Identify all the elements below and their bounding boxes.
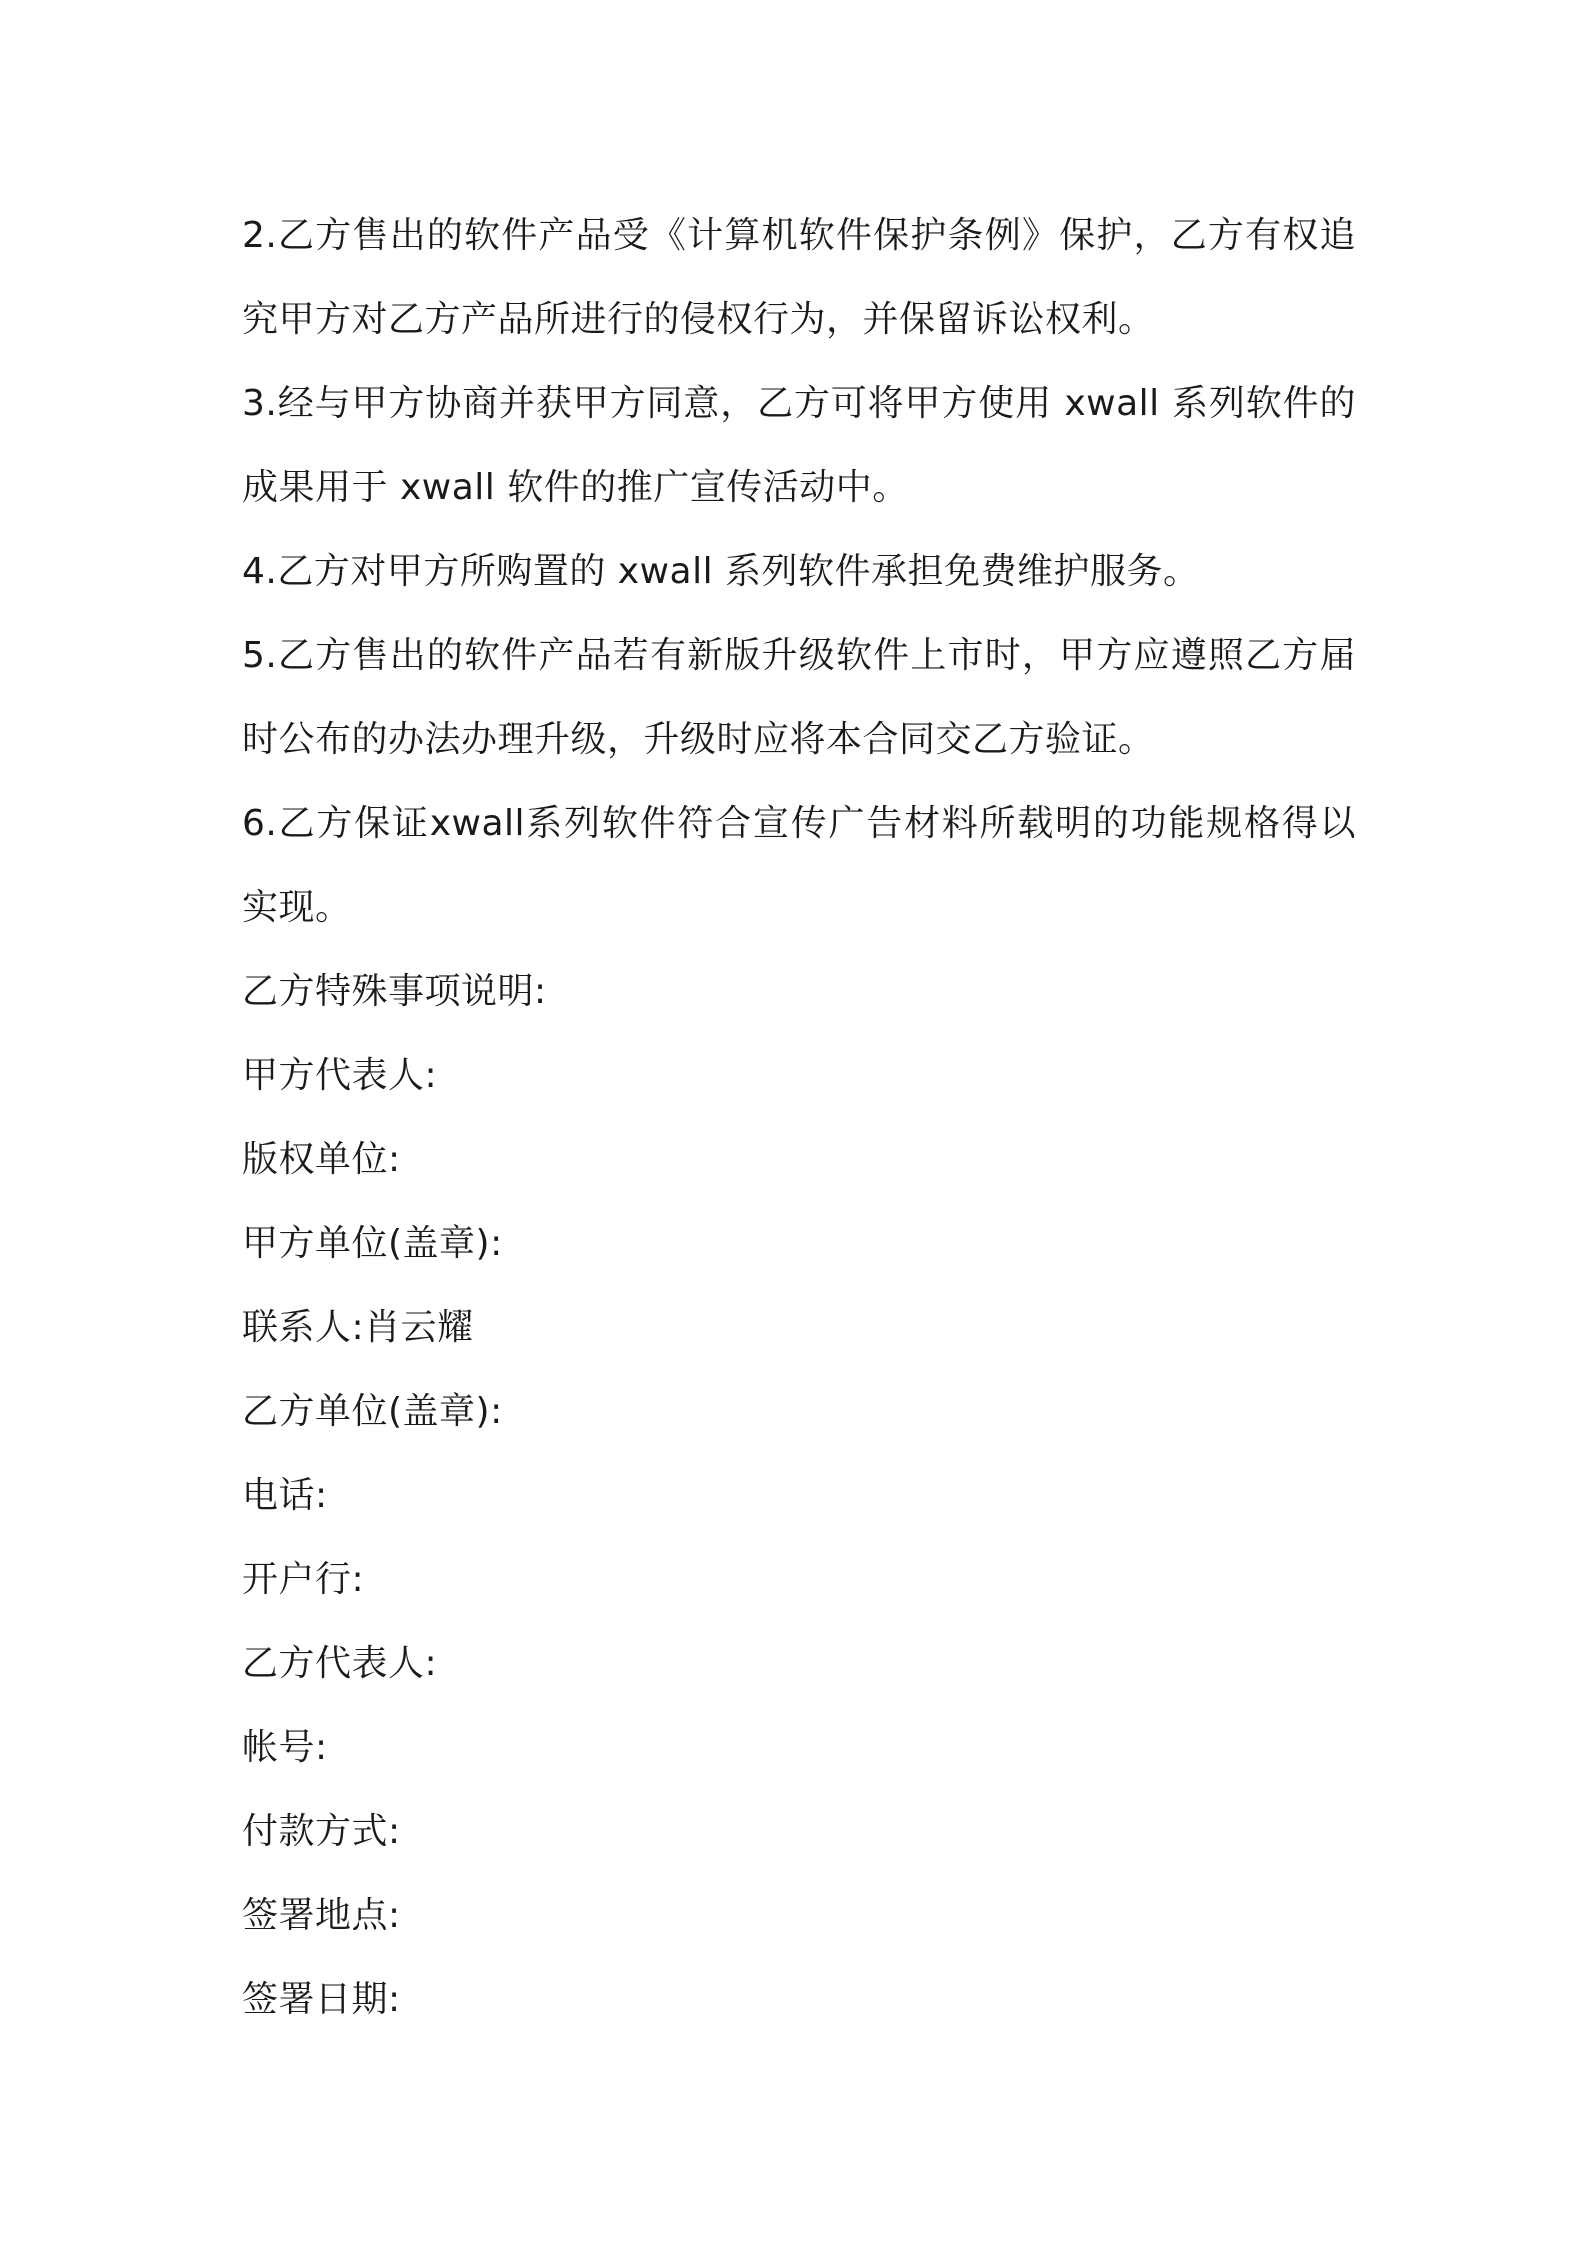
clause-5: 5.乙方售出的软件产品若有新版升级软件上市时，甲方应遵照乙方届时公布的办法办理升级，升级时应将本合同交乙方验证。 <box>242 635 1356 760</box>
field-party-b-unit-seal: 乙方单位(盖章): <box>242 1391 503 1432</box>
field-payment-method: 付款方式: <box>242 1811 401 1852</box>
clause-3: 3.经与甲方协商并获甲方同意，乙方可将甲方使用 xwall 系列软件的成果用于 xwall 软件的推广宣传活动中。 <box>242 383 1356 508</box>
field-bank: 开户行: <box>242 1559 365 1600</box>
field-signing-place: 签署地点: <box>242 1895 401 1936</box>
field-party-a-representative: 甲方代表人: <box>242 1055 438 1096</box>
field-party-b-special-notes: 乙方特殊事项说明: <box>242 971 547 1012</box>
field-account-number: 帐号: <box>242 1727 328 1768</box>
field-contact-person: 联系人:肖云耀 <box>242 1307 474 1348</box>
document-body <box>242 194 1356 2042</box>
field-signing-date: 签署日期: <box>242 1979 401 2020</box>
field-party-b-representative: 乙方代表人: <box>242 1643 438 1684</box>
clause-2: 2.乙方售出的软件产品受《计算机软件保护条例》保护，乙方有权追究甲方对乙方产品所进行的侵权行为，并保留诉讼权利。 <box>242 215 1356 340</box>
field-phone: 电话: <box>242 1475 328 1516</box>
field-party-a-unit-seal: 甲方单位(盖章): <box>242 1223 503 1264</box>
field-copyright-unit: 版权单位: <box>242 1139 401 1180</box>
clause-6: 6.乙方保证xwall系列软件符合宣传广告材料所载明的功能规格得以实现。 <box>242 803 1356 928</box>
clause-4: 4.乙方对甲方所购置的 xwall 系列软件承担免费维护服务。 <box>242 551 1200 592</box>
